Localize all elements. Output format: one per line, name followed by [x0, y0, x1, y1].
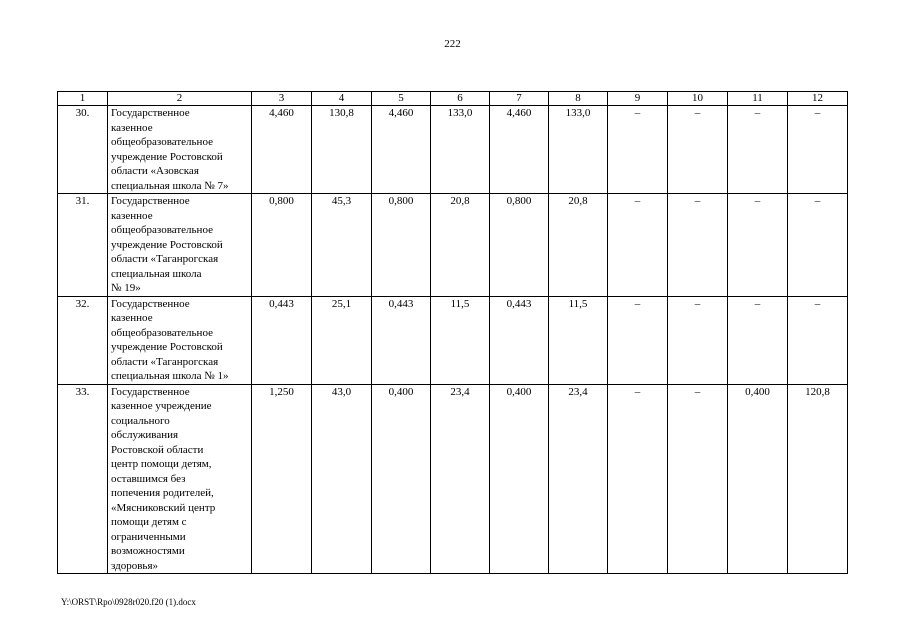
column-header-8: 8	[549, 92, 608, 106]
value-cell-col-10: –	[668, 106, 728, 194]
institution-name-line: Ростовской области	[111, 443, 204, 456]
value-cell-col-8: 11,5	[549, 296, 608, 384]
value-cell-col-4: 25,1	[312, 296, 372, 384]
institution-name-line: специальная школа № 1»	[111, 370, 229, 382]
column-header-7: 7	[490, 92, 549, 106]
institution-name-line: учреждение Ростовской	[111, 150, 223, 163]
value-cell-col-7: 0,400	[490, 384, 549, 574]
institution-name-line: общеобразовательное	[111, 224, 213, 236]
institution-name	[108, 106, 252, 194]
value-cell-col-8: 20,8	[549, 194, 608, 297]
institution-name-line: обслуживания	[111, 429, 179, 441]
institution-name-line: общеобразовательное	[111, 326, 213, 339]
column-header-6: 6	[431, 92, 490, 106]
column-header-10: 10	[668, 92, 728, 106]
value-cell-col-5: 4,460	[372, 106, 431, 194]
institution-name	[108, 296, 252, 384]
table-row	[58, 194, 848, 297]
value-cell-col-3: 0,443	[252, 296, 312, 384]
column-header-1: 1	[58, 92, 108, 106]
institution-name-line: социального	[111, 414, 170, 427]
column-header-5: 5	[372, 92, 431, 106]
header-row	[58, 92, 848, 106]
value-cell-col-4: 130,8	[312, 106, 372, 194]
column-header-11: 11	[728, 92, 788, 106]
table-row	[58, 106, 848, 194]
value-cell-col-9: –	[608, 296, 668, 384]
value-cell-col-11: –	[728, 194, 788, 297]
value-cell-col-6: 133,0	[431, 106, 490, 194]
institution-name-line: Государственное	[111, 195, 190, 207]
row-number: 32.	[58, 296, 108, 384]
page-number: 222	[444, 38, 461, 50]
table-row	[58, 296, 848, 384]
institution-name-line: возможностями	[111, 545, 185, 557]
institution-name-line: здоровья»	[111, 559, 159, 572]
value-cell-col-9: –	[608, 194, 668, 297]
institution-name-line: области «Азовская	[111, 165, 199, 177]
institution-name-line: казенное	[111, 209, 153, 222]
institution-name-line: Государственное	[111, 385, 190, 398]
value-cell-col-7: 0,800	[490, 194, 549, 297]
value-cell-col-11: –	[728, 106, 788, 194]
row-number: 31.	[58, 194, 108, 297]
institution-name-line: ограниченными	[111, 530, 186, 543]
institution-name-line: № 19»	[111, 282, 141, 294]
value-cell-col-5: 0,400	[372, 384, 431, 574]
value-cell-col-10: –	[668, 194, 728, 297]
value-cell-col-3: 4,460	[252, 106, 312, 194]
institution-name-line: казенное	[111, 312, 153, 324]
value-cell-col-12: –	[788, 296, 848, 384]
value-cell-col-4: 45,3	[312, 194, 372, 297]
value-cell-col-8: 133,0	[549, 106, 608, 194]
value-cell-col-10: –	[668, 296, 728, 384]
institution-name-line: области «Таганрогская	[111, 355, 219, 368]
institution-name-line: области «Таганрогская	[111, 253, 219, 265]
value-cell-col-6: 11,5	[431, 296, 490, 384]
value-cell-col-11: 0,400	[728, 384, 788, 574]
value-cell-col-12: –	[788, 106, 848, 194]
row-number: 30.	[58, 106, 108, 194]
institution-name-line: оставшимся без	[111, 472, 186, 485]
column-header-2: 2	[108, 92, 252, 106]
institution-name	[108, 194, 252, 297]
institution-name-line: казенное	[111, 121, 153, 134]
row-number: 33.	[58, 384, 108, 574]
institution-name-line: попечения родителей,	[111, 487, 214, 499]
value-cell-col-5: 0,443	[372, 296, 431, 384]
value-cell-col-8: 23,4	[549, 384, 608, 574]
institution-name-line: казенное учреждение	[111, 400, 212, 412]
footer-file-path: Y:\ORST\Rpo\0928r020.f20 (1).docx	[61, 597, 196, 607]
column-header-3: 3	[252, 92, 312, 106]
value-cell-col-3: 0,800	[252, 194, 312, 297]
data-table	[57, 91, 848, 574]
institution-name-line: общеобразовательное	[111, 136, 213, 148]
value-cell-col-7: 4,460	[490, 106, 549, 194]
institution-name	[108, 384, 252, 574]
column-header-4: 4	[312, 92, 372, 106]
value-cell-col-9: –	[608, 106, 668, 194]
value-cell-col-12: –	[788, 194, 848, 297]
value-cell-col-12: 120,8	[788, 384, 848, 574]
value-cell-col-6: 20,8	[431, 194, 490, 297]
value-cell-col-6: 23,4	[431, 384, 490, 574]
institution-name-line: центр помощи детям,	[111, 458, 212, 470]
value-cell-col-5: 0,800	[372, 194, 431, 297]
table-row	[58, 384, 848, 574]
institution-name-line: учреждение Ростовской	[111, 341, 223, 353]
value-cell-col-7: 0,443	[490, 296, 549, 384]
institution-name-line: «Мясниковский центр	[111, 501, 216, 514]
institution-name-line: Государственное	[111, 107, 190, 119]
value-cell-col-3: 1,250	[252, 384, 312, 574]
column-header-9: 9	[608, 92, 668, 106]
value-cell-col-4: 43,0	[312, 384, 372, 574]
institution-name-line: специальная школа № 7»	[111, 179, 229, 192]
column-header-12: 12	[788, 92, 848, 106]
institution-name-line: помощи детям с	[111, 516, 187, 528]
value-cell-col-10: –	[668, 384, 728, 574]
institution-name-line: учреждение Ростовской	[111, 238, 223, 251]
institution-name-line: специальная школа	[111, 267, 202, 280]
value-cell-col-9: –	[608, 384, 668, 574]
value-cell-col-11: –	[728, 296, 788, 384]
institution-name-line: Государственное	[111, 297, 190, 310]
